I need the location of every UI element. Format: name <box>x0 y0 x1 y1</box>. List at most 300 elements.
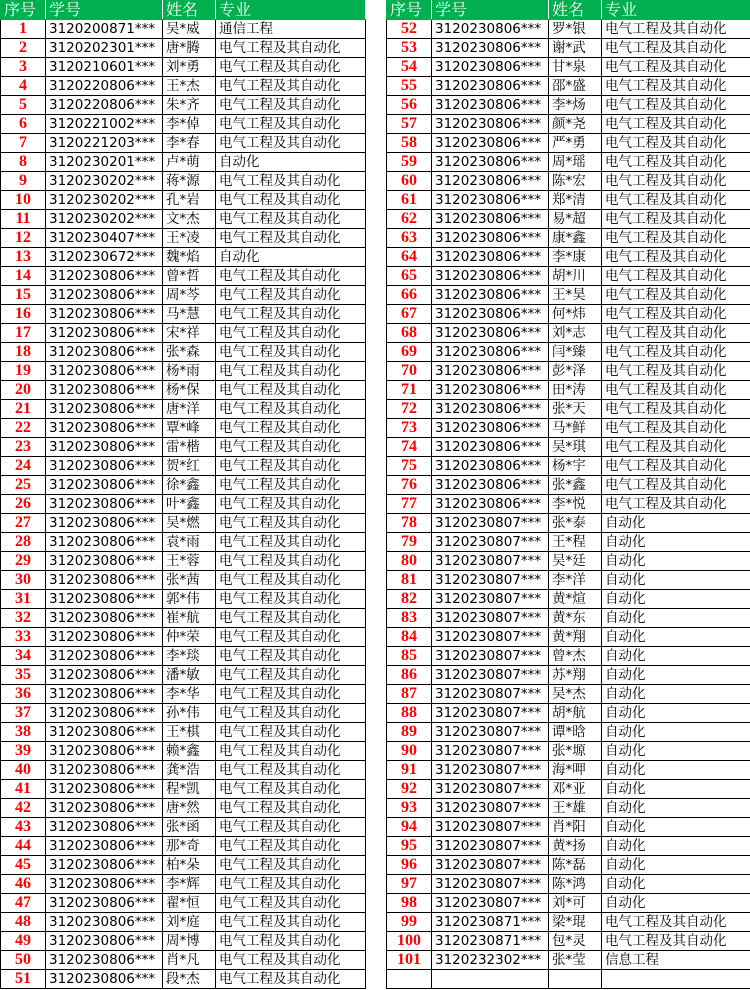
index-cell[interactable]: 63 <box>387 229 432 248</box>
major-cell[interactable]: 电气工程及其自动化 <box>602 381 750 400</box>
student-id-cell[interactable]: 3120230806*** <box>46 267 163 286</box>
index-cell[interactable]: 67 <box>387 305 432 324</box>
name-cell[interactable]: 康*鑫 <box>549 229 602 248</box>
index-cell[interactable]: 32 <box>1 609 46 628</box>
student-id-cell[interactable]: 3120230806*** <box>46 381 163 400</box>
student-id-cell[interactable]: 3120230806*** <box>432 191 549 210</box>
name-cell[interactable]: 翟*恒 <box>163 894 216 913</box>
student-id-cell[interactable]: 3120230806*** <box>46 609 163 628</box>
major-cell[interactable]: 电气工程及其自动化 <box>602 400 750 419</box>
major-cell[interactable]: 自动化 <box>602 590 750 609</box>
major-cell[interactable]: 电气工程及其自动化 <box>216 856 366 875</box>
major-cell[interactable]: 自动化 <box>602 628 750 647</box>
student-id-cell[interactable]: 3120230806*** <box>46 286 163 305</box>
name-cell[interactable]: 郑*清 <box>549 191 602 210</box>
student-id-cell[interactable]: 3120230806*** <box>46 400 163 419</box>
name-cell[interactable]: 邓*亚 <box>549 780 602 799</box>
index-cell[interactable]: 89 <box>387 723 432 742</box>
index-cell[interactable]: 14 <box>1 267 46 286</box>
index-cell[interactable]: 79 <box>387 533 432 552</box>
major-cell[interactable]: 电气工程及其自动化 <box>216 172 366 191</box>
student-id-cell[interactable]: 3120230806*** <box>46 571 163 590</box>
index-cell[interactable]: 48 <box>1 913 46 932</box>
index-cell[interactable]: 78 <box>387 514 432 533</box>
name-cell[interactable]: 易*超 <box>549 210 602 229</box>
name-cell[interactable]: 张*莹 <box>549 951 602 970</box>
index-cell[interactable]: 75 <box>387 457 432 476</box>
index-cell[interactable]: 38 <box>1 723 46 742</box>
major-cell[interactable]: 电气工程及其自动化 <box>216 514 366 533</box>
index-cell[interactable]: 91 <box>387 761 432 780</box>
index-cell[interactable]: 8 <box>1 153 46 172</box>
major-cell[interactable]: 电气工程及其自动化 <box>216 533 366 552</box>
major-cell[interactable]: 电气工程及其自动化 <box>216 229 366 248</box>
major-cell[interactable]: 电气工程及其自动化 <box>602 932 750 951</box>
name-cell[interactable]: 李*倬 <box>163 115 216 134</box>
major-cell[interactable]: 自动化 <box>602 685 750 704</box>
index-cell[interactable]: 37 <box>1 704 46 723</box>
student-id-cell[interactable]: 3120230807*** <box>432 552 549 571</box>
major-cell[interactable]: 电气工程及其自动化 <box>216 647 366 666</box>
student-id-cell[interactable]: 3120230806*** <box>46 913 163 932</box>
index-cell[interactable]: 65 <box>387 267 432 286</box>
name-cell[interactable]: 蒋*源 <box>163 172 216 191</box>
name-cell[interactable]: 柏*朵 <box>163 856 216 875</box>
student-id-cell[interactable]: 3120230806*** <box>432 381 549 400</box>
name-cell[interactable]: 王*昊 <box>549 286 602 305</box>
index-cell[interactable]: 42 <box>1 799 46 818</box>
name-cell[interactable]: 包*灵 <box>549 932 602 951</box>
name-cell[interactable]: 孙*伟 <box>163 704 216 723</box>
major-cell[interactable]: 自动化 <box>602 609 750 628</box>
student-id-cell[interactable]: 3120220806*** <box>46 96 163 115</box>
major-cell[interactable]: 电气工程及其自动化 <box>216 191 366 210</box>
student-id-cell[interactable]: 3120230806*** <box>46 875 163 894</box>
index-cell[interactable]: 77 <box>387 495 432 514</box>
student-id-cell[interactable]: 3120230806*** <box>432 134 549 153</box>
name-cell[interactable]: 赖*鑫 <box>163 742 216 761</box>
index-cell[interactable]: 52 <box>387 20 432 39</box>
index-cell[interactable]: 12 <box>1 229 46 248</box>
index-cell[interactable]: 20 <box>1 381 46 400</box>
index-cell[interactable]: 31 <box>1 590 46 609</box>
name-cell[interactable]: 崔*航 <box>163 609 216 628</box>
major-cell[interactable]: 电气工程及其自动化 <box>216 666 366 685</box>
name-cell[interactable]: 杨*宇 <box>549 457 602 476</box>
student-id-cell[interactable]: 3120230807*** <box>432 685 549 704</box>
name-cell[interactable]: 杨*雨 <box>163 362 216 381</box>
name-cell[interactable]: 甘*泉 <box>549 58 602 77</box>
major-cell[interactable]: 通信工程 <box>216 20 366 39</box>
index-cell[interactable]: 86 <box>387 666 432 685</box>
name-cell[interactable]: 颜*尧 <box>549 115 602 134</box>
student-id-cell[interactable]: 3120230806*** <box>432 115 549 134</box>
student-id-cell[interactable]: 3120230806*** <box>432 324 549 343</box>
index-cell[interactable]: 28 <box>1 533 46 552</box>
major-cell[interactable]: 电气工程及其自动化 <box>216 495 366 514</box>
index-cell[interactable]: 39 <box>1 742 46 761</box>
name-cell[interactable]: 卢*萌 <box>163 153 216 172</box>
major-cell[interactable]: 自动化 <box>602 666 750 685</box>
major-cell[interactable]: 自动化 <box>602 533 750 552</box>
student-id-cell[interactable]: 3120230202*** <box>46 210 163 229</box>
major-cell[interactable]: 电气工程及其自动化 <box>216 761 366 780</box>
index-cell[interactable]: 51 <box>1 970 46 989</box>
major-cell[interactable]: 电气工程及其自动化 <box>216 400 366 419</box>
student-id-cell[interactable]: 3120230806*** <box>46 951 163 970</box>
major-cell[interactable]: 自动化 <box>602 704 750 723</box>
major-cell[interactable]: 电气工程及其自动化 <box>216 704 366 723</box>
major-cell[interactable]: 自动化 <box>602 647 750 666</box>
student-id-cell[interactable]: 3120230807*** <box>432 799 549 818</box>
student-id-cell[interactable]: 3120230806*** <box>46 514 163 533</box>
index-cell[interactable]: 68 <box>387 324 432 343</box>
student-id-cell[interactable]: 3120230806*** <box>432 476 549 495</box>
name-cell[interactable]: 程*凯 <box>163 780 216 799</box>
major-cell[interactable]: 电气工程及其自动化 <box>216 913 366 932</box>
student-id-cell[interactable]: 3120230806*** <box>46 894 163 913</box>
name-cell[interactable]: 唐*然 <box>163 799 216 818</box>
student-id-cell[interactable]: 3120230806*** <box>432 39 549 58</box>
major-cell[interactable]: 电气工程及其自动化 <box>602 58 750 77</box>
major-cell[interactable]: 信息工程 <box>602 951 750 970</box>
major-cell[interactable]: 电气工程及其自动化 <box>602 115 750 134</box>
name-cell[interactable]: 周*瑶 <box>549 153 602 172</box>
name-cell[interactable]: 黄*煊 <box>549 590 602 609</box>
student-id-cell[interactable]: 3120230806*** <box>432 229 549 248</box>
name-cell[interactable]: 宋*祥 <box>163 324 216 343</box>
major-cell[interactable]: 电气工程及其自动化 <box>216 115 366 134</box>
major-cell[interactable]: 电气工程及其自动化 <box>602 457 750 476</box>
name-cell[interactable]: 王*凌 <box>163 229 216 248</box>
index-cell[interactable]: 57 <box>387 115 432 134</box>
student-id-cell[interactable]: 3120230807*** <box>432 856 549 875</box>
name-cell[interactable] <box>549 970 602 989</box>
student-id-cell[interactable]: 3120230807*** <box>432 837 549 856</box>
index-cell[interactable]: 9 <box>1 172 46 191</box>
student-id-cell[interactable]: 3120230807*** <box>432 780 549 799</box>
index-cell[interactable]: 74 <box>387 438 432 457</box>
index-cell[interactable]: 22 <box>1 419 46 438</box>
student-id-cell[interactable]: 3120230806*** <box>46 761 163 780</box>
name-cell[interactable]: 马*慧 <box>163 305 216 324</box>
index-cell[interactable]: 34 <box>1 647 46 666</box>
student-id-cell[interactable]: 3120230806*** <box>46 704 163 723</box>
student-id-cell[interactable]: 3120230807*** <box>432 704 549 723</box>
index-cell[interactable]: 27 <box>1 514 46 533</box>
header-name[interactable]: 姓名 <box>163 1 216 20</box>
index-cell[interactable]: 88 <box>387 704 432 723</box>
major-cell[interactable]: 电气工程及其自动化 <box>602 495 750 514</box>
name-cell[interactable]: 张*天 <box>549 400 602 419</box>
major-cell[interactable]: 自动化 <box>602 723 750 742</box>
student-id-cell[interactable]: 3120230806*** <box>432 400 549 419</box>
index-cell[interactable]: 73 <box>387 419 432 438</box>
student-id-cell[interactable]: 3120230672*** <box>46 248 163 267</box>
index-cell[interactable]: 24 <box>1 457 46 476</box>
name-cell[interactable]: 李*炀 <box>549 96 602 115</box>
name-cell[interactable]: 覃*峰 <box>163 419 216 438</box>
major-cell[interactable]: 电气工程及其自动化 <box>216 818 366 837</box>
student-id-cell[interactable]: 3120230806*** <box>432 77 549 96</box>
major-cell[interactable]: 电气工程及其自动化 <box>216 970 366 989</box>
student-id-cell[interactable]: 3120230807*** <box>432 761 549 780</box>
name-cell[interactable]: 潘*敏 <box>163 666 216 685</box>
student-id-cell[interactable]: 3120221203*** <box>46 134 163 153</box>
index-cell[interactable]: 59 <box>387 153 432 172</box>
index-cell[interactable]: 19 <box>1 362 46 381</box>
major-cell[interactable]: 电气工程及其自动化 <box>602 305 750 324</box>
index-cell[interactable]: 82 <box>387 590 432 609</box>
student-id-cell[interactable]: 3120230806*** <box>46 457 163 476</box>
major-cell[interactable]: 自动化 <box>602 856 750 875</box>
index-cell[interactable]: 36 <box>1 685 46 704</box>
index-cell[interactable]: 93 <box>387 799 432 818</box>
name-cell[interactable]: 张*森 <box>163 343 216 362</box>
index-cell[interactable]: 54 <box>387 58 432 77</box>
student-id-cell[interactable]: 3120230807*** <box>432 609 549 628</box>
name-cell[interactable]: 李*康 <box>549 248 602 267</box>
name-cell[interactable]: 黄*扬 <box>549 837 602 856</box>
index-cell[interactable]: 25 <box>1 476 46 495</box>
header-major[interactable]: 专业 <box>216 1 366 20</box>
name-cell[interactable]: 胡*航 <box>549 704 602 723</box>
name-cell[interactable]: 徐*鑫 <box>163 476 216 495</box>
name-cell[interactable]: 叶*鑫 <box>163 495 216 514</box>
student-id-cell[interactable]: 3120230807*** <box>432 742 549 761</box>
index-cell[interactable]: 83 <box>387 609 432 628</box>
name-cell[interactable]: 张*鑫 <box>549 476 602 495</box>
student-id-cell[interactable]: 3120230806*** <box>432 58 549 77</box>
student-id-cell[interactable]: 3120230806*** <box>46 305 163 324</box>
major-cell[interactable]: 电气工程及其自动化 <box>216 381 366 400</box>
index-cell[interactable]: 85 <box>387 647 432 666</box>
name-cell[interactable]: 陈*鸿 <box>549 875 602 894</box>
index-cell[interactable]: 71 <box>387 381 432 400</box>
index-cell[interactable]: 56 <box>387 96 432 115</box>
name-cell[interactable]: 周*博 <box>163 932 216 951</box>
name-cell[interactable]: 李*洋 <box>549 571 602 590</box>
name-cell[interactable]: 何*炜 <box>549 305 602 324</box>
name-cell[interactable]: 仲*荣 <box>163 628 216 647</box>
student-id-cell[interactable]: 3120230202*** <box>46 191 163 210</box>
student-id-cell[interactable]: 3120230807*** <box>432 666 549 685</box>
student-id-cell[interactable]: 3120230806*** <box>432 438 549 457</box>
index-cell[interactable]: 2 <box>1 39 46 58</box>
major-cell[interactable]: 电气工程及其自动化 <box>216 39 366 58</box>
student-id-cell[interactable]: 3120230871*** <box>432 913 549 932</box>
major-cell[interactable]: 电气工程及其自动化 <box>216 951 366 970</box>
name-cell[interactable]: 王*棋 <box>163 723 216 742</box>
major-cell[interactable]: 电气工程及其自动化 <box>602 191 750 210</box>
student-id-cell[interactable]: 3120230806*** <box>432 419 549 438</box>
index-cell[interactable]: 21 <box>1 400 46 419</box>
index-cell[interactable]: 80 <box>387 552 432 571</box>
name-cell[interactable]: 邵*盛 <box>549 77 602 96</box>
student-id-cell[interactable]: 3120230806*** <box>46 799 163 818</box>
student-id-cell[interactable]: 3120230806*** <box>432 172 549 191</box>
major-cell[interactable]: 电气工程及其自动化 <box>602 134 750 153</box>
student-id-cell[interactable]: 3120230807*** <box>432 875 549 894</box>
major-cell[interactable]: 电气工程及其自动化 <box>216 552 366 571</box>
index-cell[interactable]: 66 <box>387 286 432 305</box>
name-cell[interactable]: 陈*磊 <box>549 856 602 875</box>
major-cell[interactable]: 电气工程及其自动化 <box>602 419 750 438</box>
major-cell[interactable]: 电气工程及其自动化 <box>216 875 366 894</box>
index-cell[interactable]: 87 <box>387 685 432 704</box>
name-cell[interactable]: 张*函 <box>163 818 216 837</box>
major-cell[interactable]: 自动化 <box>602 742 750 761</box>
name-cell[interactable]: 海*呷 <box>549 761 602 780</box>
name-cell[interactable]: 李*华 <box>163 685 216 704</box>
name-cell[interactable]: 吴*燃 <box>163 514 216 533</box>
index-cell[interactable]: 43 <box>1 818 46 837</box>
major-cell[interactable]: 电气工程及其自动化 <box>216 476 366 495</box>
student-id-cell[interactable]: 3120230806*** <box>46 818 163 837</box>
index-cell[interactable]: 62 <box>387 210 432 229</box>
major-cell[interactable]: 电气工程及其自动化 <box>216 609 366 628</box>
student-id-cell[interactable]: 3120230806*** <box>46 362 163 381</box>
index-cell[interactable]: 100 <box>387 932 432 951</box>
student-id-cell[interactable]: 3120230806*** <box>432 153 549 172</box>
student-id-cell[interactable]: 3120221002*** <box>46 115 163 134</box>
index-cell[interactable]: 26 <box>1 495 46 514</box>
name-cell[interactable]: 李*辉 <box>163 875 216 894</box>
major-cell[interactable]: 电气工程及其自动化 <box>602 248 750 267</box>
name-cell[interactable]: 段*杰 <box>163 970 216 989</box>
student-id-cell[interactable]: 3120230807*** <box>432 590 549 609</box>
name-cell[interactable]: 雷*楷 <box>163 438 216 457</box>
index-cell[interactable]: 72 <box>387 400 432 419</box>
index-cell[interactable]: 6 <box>1 115 46 134</box>
index-cell[interactable]: 84 <box>387 628 432 647</box>
name-cell[interactable]: 肖*阳 <box>549 818 602 837</box>
index-cell[interactable]: 96 <box>387 856 432 875</box>
major-cell[interactable]: 电气工程及其自动化 <box>216 305 366 324</box>
index-cell[interactable]: 16 <box>1 305 46 324</box>
major-cell[interactable]: 电气工程及其自动化 <box>602 96 750 115</box>
student-id-cell[interactable]: 3120230201*** <box>46 153 163 172</box>
major-cell[interactable]: 电气工程及其自动化 <box>216 324 366 343</box>
student-id-cell[interactable]: 3120230806*** <box>46 552 163 571</box>
index-cell[interactable]: 55 <box>387 77 432 96</box>
name-cell[interactable]: 周*芩 <box>163 286 216 305</box>
index-cell[interactable]: 30 <box>1 571 46 590</box>
major-cell[interactable]: 电气工程及其自动化 <box>216 932 366 951</box>
name-cell[interactable]: 王*雄 <box>549 799 602 818</box>
student-id-cell[interactable]: 3120230806*** <box>46 533 163 552</box>
major-cell[interactable]: 电气工程及其自动化 <box>216 343 366 362</box>
major-cell[interactable]: 电气工程及其自动化 <box>216 590 366 609</box>
header-index[interactable]: 序号 <box>387 1 432 20</box>
name-cell[interactable]: 张*塬 <box>549 742 602 761</box>
index-cell[interactable]: 13 <box>1 248 46 267</box>
major-cell[interactable]: 自动化 <box>216 248 366 267</box>
student-id-cell[interactable]: 3120200871*** <box>46 20 163 39</box>
student-id-cell[interactable]: 3120230806*** <box>432 343 549 362</box>
index-cell[interactable]: 33 <box>1 628 46 647</box>
index-cell[interactable]: 92 <box>387 780 432 799</box>
major-cell[interactable]: 电气工程及其自动化 <box>602 286 750 305</box>
index-cell[interactable]: 15 <box>1 286 46 305</box>
student-id-cell[interactable]: 3120220806*** <box>46 77 163 96</box>
index-cell[interactable]: 35 <box>1 666 46 685</box>
major-cell[interactable]: 电气工程及其自动化 <box>602 153 750 172</box>
student-id-cell[interactable]: 3120230806*** <box>46 628 163 647</box>
student-id-cell[interactable]: 3120230806*** <box>46 438 163 457</box>
index-cell[interactable]: 41 <box>1 780 46 799</box>
major-cell[interactable]: 自动化 <box>602 552 750 571</box>
major-cell[interactable]: 自动化 <box>602 894 750 913</box>
index-cell[interactable]: 44 <box>1 837 46 856</box>
name-cell[interactable]: 郭*伟 <box>163 590 216 609</box>
index-cell[interactable]: 40 <box>1 761 46 780</box>
index-cell[interactable]: 61 <box>387 191 432 210</box>
student-id-cell[interactable]: 3120230807*** <box>432 647 549 666</box>
student-id-cell[interactable]: 3120230807*** <box>432 894 549 913</box>
name-cell[interactable]: 王*程 <box>549 533 602 552</box>
name-cell[interactable]: 谢*武 <box>549 39 602 58</box>
major-cell[interactable]: 电气工程及其自动化 <box>216 438 366 457</box>
index-cell[interactable]: 49 <box>1 932 46 951</box>
index-cell[interactable]: 29 <box>1 552 46 571</box>
student-id-cell[interactable]: 3120230806*** <box>46 970 163 989</box>
student-id-cell[interactable]: 3120230807*** <box>432 571 549 590</box>
index-cell[interactable]: 17 <box>1 324 46 343</box>
major-cell[interactable]: 电气工程及其自动化 <box>602 476 750 495</box>
student-id-cell[interactable]: 3120230807*** <box>432 723 549 742</box>
student-id-cell[interactable]: 3120230806*** <box>432 96 549 115</box>
name-cell[interactable]: 李*悦 <box>549 495 602 514</box>
major-cell[interactable]: 电气工程及其自动化 <box>216 77 366 96</box>
major-cell[interactable]: 自动化 <box>602 837 750 856</box>
name-cell[interactable]: 龚*浩 <box>163 761 216 780</box>
student-id-cell[interactable]: 3120230806*** <box>432 305 549 324</box>
major-cell[interactable]: 电气工程及其自动化 <box>216 894 366 913</box>
header-name[interactable]: 姓名 <box>549 1 602 20</box>
major-cell[interactable]: 电气工程及其自动化 <box>216 571 366 590</box>
major-cell[interactable]: 电气工程及其自动化 <box>602 172 750 191</box>
index-cell[interactable]: 1 <box>1 20 46 39</box>
major-cell[interactable]: 电气工程及其自动化 <box>216 742 366 761</box>
major-cell[interactable]: 电气工程及其自动化 <box>602 77 750 96</box>
name-cell[interactable]: 唐*洋 <box>163 400 216 419</box>
name-cell[interactable]: 马*鲜 <box>549 419 602 438</box>
name-cell[interactable]: 吴*廷 <box>549 552 602 571</box>
major-cell[interactable]: 电气工程及其自动化 <box>216 286 366 305</box>
name-cell[interactable]: 黄*翔 <box>549 628 602 647</box>
student-id-cell[interactable]: 3120232302*** <box>432 951 549 970</box>
name-cell[interactable]: 严*勇 <box>549 134 602 153</box>
student-id-cell[interactable]: 3120230806*** <box>46 856 163 875</box>
name-cell[interactable]: 胡*川 <box>549 267 602 286</box>
name-cell[interactable]: 刘*可 <box>549 894 602 913</box>
major-cell[interactable]: 电气工程及其自动化 <box>602 438 750 457</box>
index-cell[interactable]: 10 <box>1 191 46 210</box>
name-cell[interactable]: 杨*保 <box>163 381 216 400</box>
name-cell[interactable]: 刘*志 <box>549 324 602 343</box>
student-id-cell[interactable]: 3120230806*** <box>432 210 549 229</box>
student-id-cell[interactable]: 3120230806*** <box>46 590 163 609</box>
name-cell[interactable]: 李*琰 <box>163 647 216 666</box>
header-student-id[interactable]: 学号 <box>46 1 163 20</box>
major-cell[interactable]: 电气工程及其自动化 <box>216 267 366 286</box>
major-cell[interactable]: 自动化 <box>602 571 750 590</box>
student-id-cell[interactable]: 3120230806*** <box>46 343 163 362</box>
student-id-cell[interactable] <box>432 970 549 989</box>
index-cell[interactable]: 101 <box>387 951 432 970</box>
index-cell[interactable]: 5 <box>1 96 46 115</box>
